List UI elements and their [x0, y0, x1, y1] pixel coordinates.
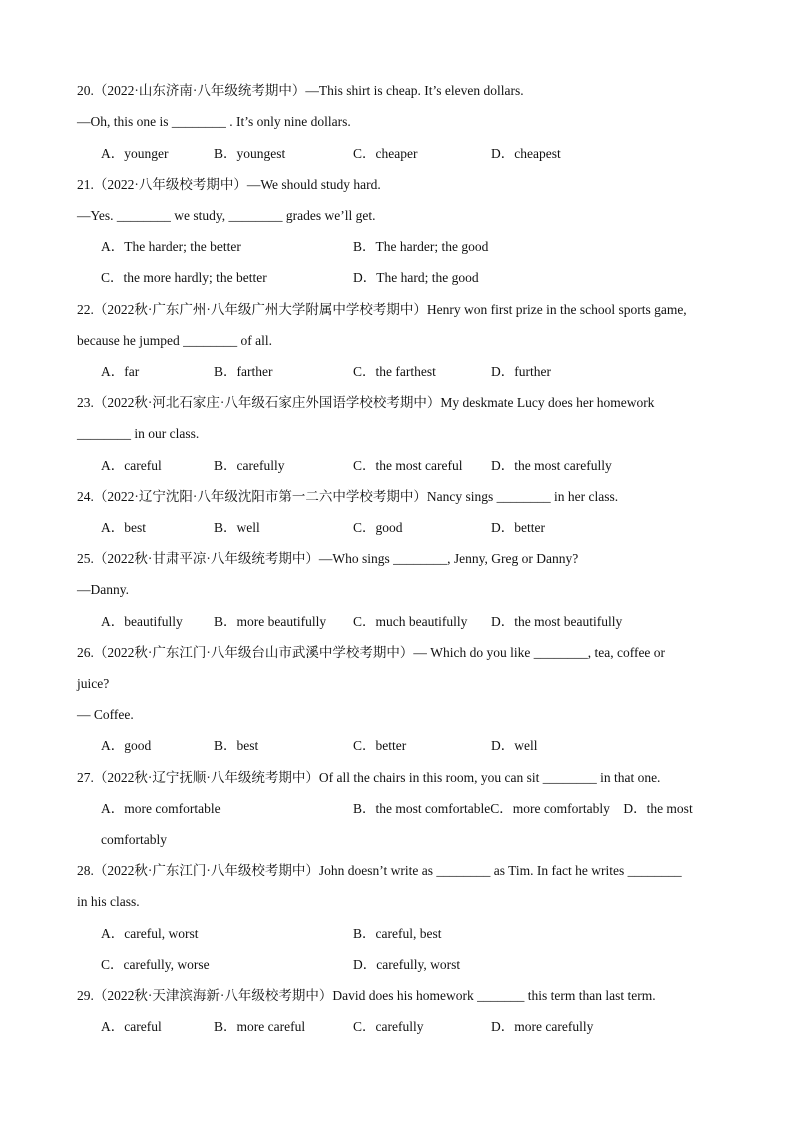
question-22-option-d: D．further: [491, 364, 551, 379]
question-20-option-a: A．younger: [101, 146, 169, 161]
question-25-line: —Danny.: [77, 582, 129, 597]
question-21-line: —Yes. ________ we study, ________ grades we’ll get.: [77, 208, 376, 223]
question-26-line: — Coffee.: [77, 707, 134, 722]
question-26-option-b: B．best: [214, 738, 259, 753]
question-28-stem: 28.（2022秋·广东江门·八年级校考期中）John doesn’t write as ________ as Tim. In fact he writes ________: [77, 863, 682, 878]
question-25-option-b: B．more beautifully: [214, 614, 327, 629]
question-28-option-a: A．careful, worst: [101, 926, 199, 941]
question-26-option-d: D．well: [491, 738, 538, 753]
question-23-line: ________ in our class.: [77, 426, 200, 441]
question-22-option-b: B．farther: [214, 364, 273, 379]
question-20-option-d: D．cheapest: [491, 146, 561, 161]
question-26-option-a: A．good: [101, 738, 152, 753]
question-29-option-b: B．more careful: [214, 1019, 306, 1034]
question-24-stem: 24.（2022·辽宁沈阳·八年级沈阳市第一二六中学校考期中）Nancy sings ________ in her class.: [77, 489, 619, 504]
question-29-option-d: D．more carefully: [491, 1019, 594, 1034]
question-23-option-b: B．carefully: [214, 458, 285, 473]
question-23-stem: 23.（2022秋·河北石家庄·八年级石家庄外国语学校校考期中）My deskmate Lucy does her homework: [77, 395, 655, 410]
question-29-option-a: A．careful: [101, 1019, 162, 1034]
question-21-option-d: D．The hard; the good: [353, 270, 479, 285]
question-23-option-d: D．the most carefully: [491, 458, 612, 473]
question-25-option-d: D．the most beautifully: [491, 614, 623, 629]
question-27-stem: 27.（2022秋·辽宁抚顺·八年级统考期中）Of all the chairs in this room, you can sit ________ in that one.: [77, 770, 661, 785]
question-27-option-d-continued: comfortably: [101, 832, 167, 847]
question-25-option-c: C．much beautifully: [353, 614, 468, 629]
question-28-option-b: B．careful, best: [353, 926, 442, 941]
question-29-stem: 29.（2022秋·天津滨海新·八年级校考期中）David does his homework _______ this term than last term.: [77, 988, 656, 1003]
question-20-stem: 20.（2022·山东济南·八年级统考期中）—This shirt is cheap. It’s eleven dollars.: [77, 83, 524, 98]
question-21-stem: 21.（2022·八年级校考期中）—We should study hard.: [77, 177, 381, 192]
question-28-option-c: C．carefully, worse: [101, 957, 210, 972]
question-20-option-b: B．youngest: [214, 146, 286, 161]
question-24-option-a: A．best: [101, 520, 146, 535]
question-20-line: —Oh, this one is ________ . It’s only nine dollars.: [77, 114, 351, 129]
question-24-option-d: D．better: [491, 520, 545, 535]
question-29-option-c: C．carefully: [353, 1019, 424, 1034]
question-24-option-b: B．well: [214, 520, 260, 535]
question-23-option-c: C．the most careful: [353, 458, 463, 473]
question-25-option-a: A．beautifully: [101, 614, 183, 629]
question-25-stem: 25.（2022秋·甘肃平凉·八年级统考期中）—Who sings ________, Jenny, Greg or Danny?: [77, 551, 579, 566]
question-28-option-d: D．carefully, worst: [353, 957, 461, 972]
question-27-option-a: A．more comfortable: [101, 801, 221, 816]
question-22-line: because he jumped ________ of all.: [77, 333, 272, 348]
question-21-option-a: A．The harder; the better: [101, 239, 241, 254]
question-21-option-c: C．the more hardly; the better: [101, 270, 267, 285]
question-20-option-c: C．cheaper: [353, 146, 418, 161]
question-26-option-c: C．better: [353, 738, 407, 753]
question-22-option-a: A．far: [101, 364, 140, 379]
question-23-option-a: A．careful: [101, 458, 162, 473]
question-26-stem: 26.（2022秋·广东江门·八年级台山市武溪中学校考期中）— Which do you like ________, tea, coffee or: [77, 645, 666, 660]
question-21-option-b: B．The harder; the good: [353, 239, 489, 254]
question-26-line: juice?: [77, 676, 110, 691]
question-24-option-c: C．good: [353, 520, 403, 535]
question-28-line: in his class.: [77, 894, 140, 909]
question-22-option-c: C．the farthest: [353, 364, 436, 379]
question-22-stem: 22.（2022秋·广东广州·八年级广州大学附属中学校考期中）Henry won first prize in the school sports game,: [77, 302, 687, 317]
question-27-option-bcd: B．the most comfortableC．more comfortably D．the most: [353, 801, 693, 816]
